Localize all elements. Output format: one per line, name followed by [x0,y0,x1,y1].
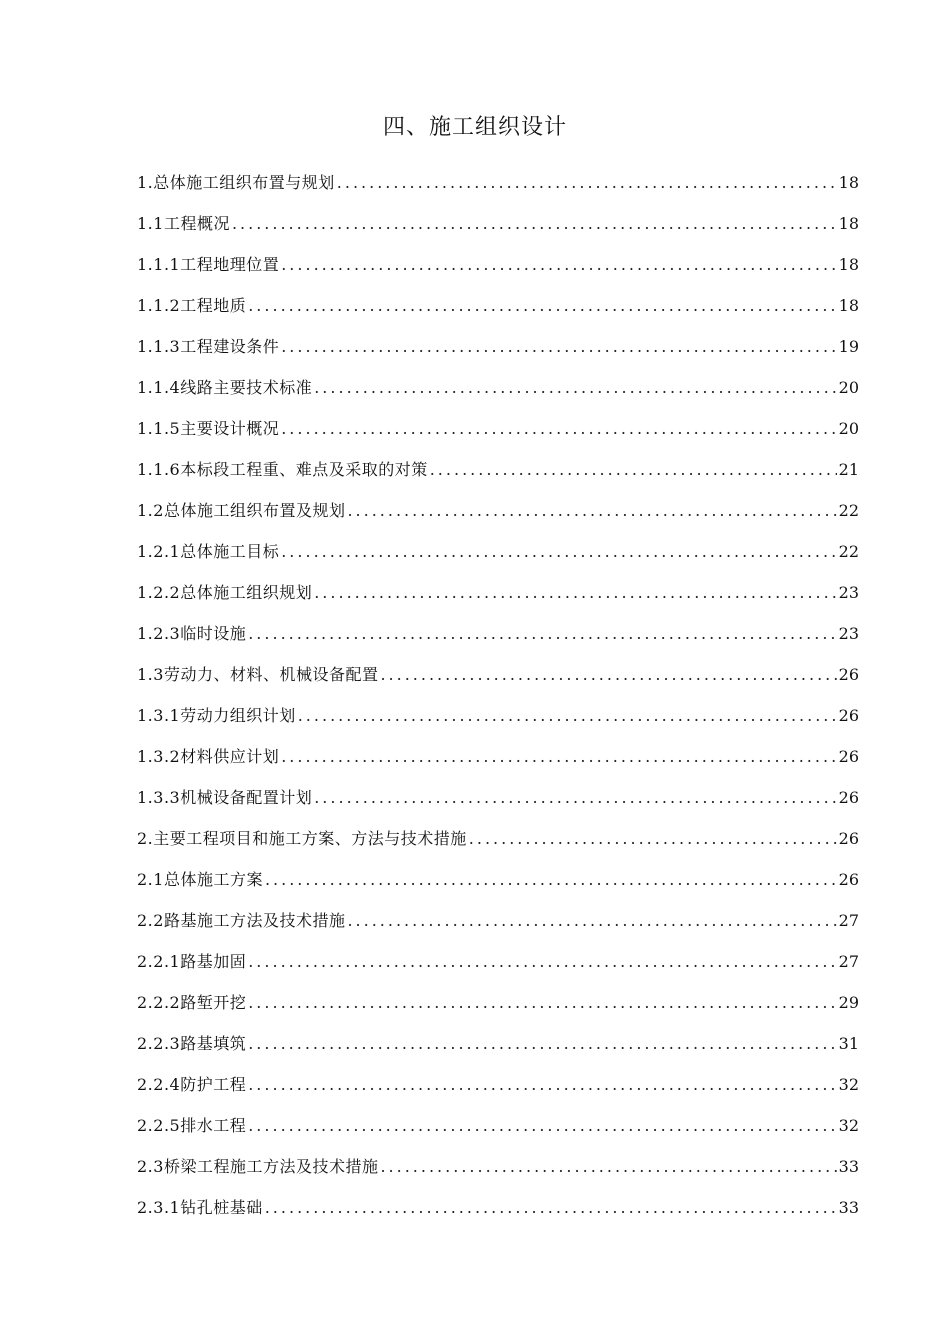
toc-dot-leader [232,209,837,239]
toc-page-number: 32 [838,1116,859,1135]
toc-entry-label: 1.总体施工组织布置与规划 [137,173,335,192]
toc-entry[interactable] [137,414,859,455]
toc-dot-leader [281,537,836,567]
toc-dot-leader [248,947,836,977]
toc-dot-leader [248,1029,836,1059]
toc-page-number: 26 [838,665,859,684]
toc-entry[interactable] [137,988,859,1029]
toc-entry-label: 1.3.1劳动力组织计划 [137,706,296,725]
toc-entry[interactable] [137,783,859,824]
toc-dot-leader [281,742,836,772]
toc-entry[interactable] [137,332,859,373]
toc-dot-leader [265,1193,837,1223]
toc-entry[interactable] [137,742,859,783]
toc-dot-leader [248,619,836,649]
toc-entry[interactable] [137,1193,859,1234]
toc-entry[interactable] [137,701,859,742]
toc-page-number: 23 [838,583,859,602]
toc-entry[interactable] [137,496,859,537]
toc-entry-label: 2.2.4防护工程 [137,1075,247,1094]
toc-entry[interactable] [137,947,859,988]
toc-entry-label: 1.1.1工程地理位置 [137,255,280,274]
toc-entry[interactable] [137,824,859,865]
toc-entry-label: 1.2.3临时设施 [137,624,247,643]
toc-entry[interactable] [137,1152,859,1193]
toc-dot-leader [430,455,837,485]
toc-entry[interactable] [137,1111,859,1152]
toc-dot-leader [281,250,836,280]
toc-page-number: 32 [838,1075,859,1094]
toc-page-number: 18 [838,255,859,274]
toc-entry-label: 1.3劳动力、材料、机械设备配置 [137,665,379,684]
toc-entry-label: 2.主要工程项目和施工方案、方法与技术措施 [137,829,467,848]
toc-entry-label: 1.2.1总体施工目标 [137,542,280,561]
toc-entry-label: 1.3.3机械设备配置计划 [137,788,313,807]
toc-entry[interactable] [137,168,859,209]
toc-entry-label: 1.1.6本标段工程重、难点及采取的对策 [137,460,428,479]
toc-entry[interactable] [137,373,859,414]
toc-entry-label: 1.1.5主要设计概况 [137,419,280,438]
toc-entry[interactable] [137,865,859,906]
toc-page-number: 18 [838,296,859,315]
toc-page-number: 23 [838,624,859,643]
toc-entry-label: 1.1.3工程建设条件 [137,337,280,356]
toc-entry[interactable] [137,906,859,947]
toc-entry[interactable] [137,619,859,660]
toc-page-number: 31 [838,1034,859,1053]
toc-entry[interactable] [137,455,859,496]
toc-dot-leader [314,373,836,403]
toc-entry-label: 2.2.1路基加固 [137,952,247,971]
toc-entry-label: 2.2.5排水工程 [137,1116,247,1135]
toc-page-number: 26 [838,829,859,848]
toc-page-number: 21 [838,460,859,479]
toc-entry-label: 2.2.2路堑开挖 [137,993,247,1012]
toc-dot-leader [248,1070,836,1100]
toc-dot-leader [248,1111,836,1141]
toc-entry[interactable] [137,660,859,701]
toc-page-number: 27 [838,911,859,930]
toc-page-number: 22 [838,501,859,520]
toc-entry-label: 1.2总体施工组织布置及规划 [137,501,346,520]
toc-entry-label: 2.3.1钻孔桩基础 [137,1198,263,1217]
toc-entry-label: 1.1.2工程地质 [137,296,247,315]
toc-page-number: 33 [838,1157,859,1176]
page-title: 四、施工组织设计 [382,115,567,140]
toc-entry[interactable] [137,1070,859,1111]
toc-dot-leader [314,578,836,608]
toc-page-number: 20 [838,378,859,397]
toc-entry-label: 1.2.2总体施工组织规划 [137,583,313,602]
toc-page-number: 26 [838,788,859,807]
toc-dot-leader [314,783,836,813]
toc-entry-label: 2.3桥梁工程施工方法及技术措施 [137,1157,379,1176]
toc-dot-leader [248,291,836,321]
toc-entry[interactable] [137,291,859,332]
toc-entry-label: 2.2路基施工方法及技术措施 [137,911,346,930]
toc-entry[interactable] [137,578,859,619]
toc-dot-leader [281,332,836,362]
toc-entry-label: 1.1.4线路主要技术标准 [137,378,313,397]
toc-entry[interactable] [137,537,859,578]
toc-dot-leader [298,701,837,731]
toc-page-number: 19 [838,337,859,356]
toc-dot-leader [281,414,836,444]
toc-entry[interactable] [137,209,859,250]
toc-entry-label: 1.1工程概况 [137,214,230,233]
toc-entry-label: 1.3.2材料供应计划 [137,747,280,766]
toc-page-number: 29 [838,993,859,1012]
toc-page-number: 26 [838,747,859,766]
toc-dot-leader [469,824,837,854]
toc-page-number: 22 [838,542,859,561]
toc-page-number: 20 [838,419,859,438]
toc-entry[interactable] [137,1029,859,1070]
toc-dot-leader [347,906,836,936]
toc-page-number: 27 [838,952,859,971]
toc-dot-leader [347,496,836,526]
toc-page-number: 33 [838,1198,859,1217]
toc-dot-leader [265,865,837,895]
toc-page-number: 18 [838,173,859,192]
toc-entry[interactable] [137,250,859,291]
toc-entry-label: 2.2.3路基填筑 [137,1034,247,1053]
toc-dot-leader [380,1152,836,1182]
toc-dot-leader [337,168,837,198]
toc-dot-leader [380,660,836,690]
toc-page-number: 26 [838,706,859,725]
toc-page-number: 26 [838,870,859,889]
toc-dot-leader [248,988,836,1018]
toc-page-number: 18 [838,214,859,233]
table-of-contents [137,168,859,1234]
toc-entry-label: 2.1总体施工方案 [137,870,263,889]
